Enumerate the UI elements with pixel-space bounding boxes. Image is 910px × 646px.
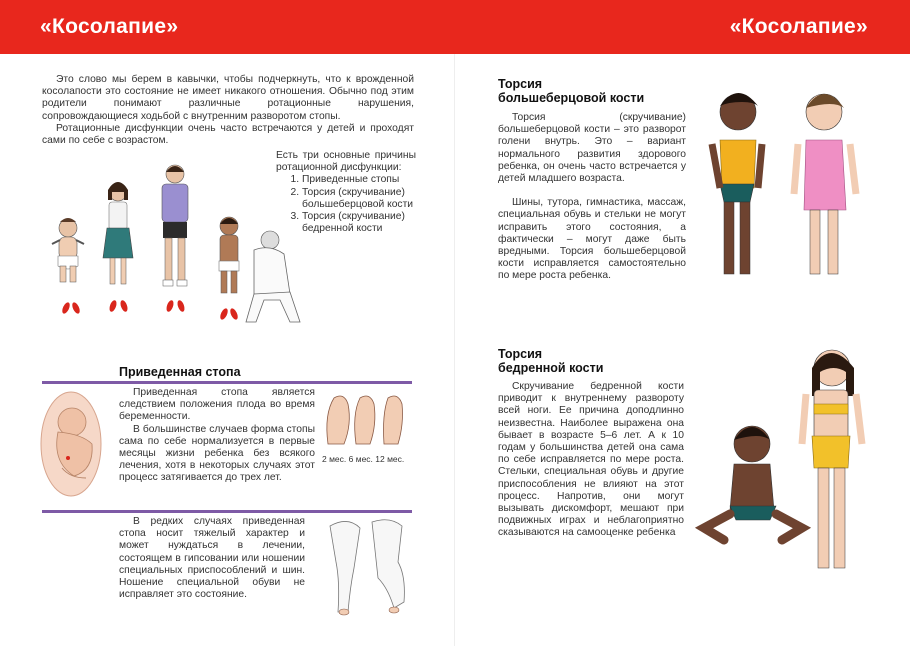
cause-item-2: 2. Торсия (скручивание) большеберцовой кости: [302, 187, 416, 211]
fetus-illustration: [38, 388, 104, 500]
header-banner-right: [455, 0, 910, 54]
page-divider: [454, 54, 455, 646]
femoral-paragraph-1: Скручивание бедренной кости приводит к внутреннему развороту всей ноги. Ее причина доподлинно неизвестна. Наиболее выражена она бывает в возрасте 5–6 лет. А к 10 годам у большинства детей она сама по себе исправляется по мере роста. Стельки, специальная обувь и другие приспособления не влияют на этот процесс. Напротив, они могут вызывать дискомфорт, мешают при подвижных играх и неблагоприятно сказываются на самооценке ребенка: [498, 381, 684, 539]
cast-illustration: [322, 516, 414, 618]
intro-text: [42, 74, 414, 147]
adducted-paragraph-3: В редких случаях приведенная стопа носит тяжелый характер и может нуждаться в лечении, состоящем в гипсовании или ношении специальных приспособлений и шин. Ношение специальной обуви не исправляет это состояние.: [119, 516, 305, 601]
tibial-paragraph-2: Шины, тутора, гимнастика, массаж, специальная обувь и стельки не могут исправить этого состояния, а фактически – могут даже быть вредными. Торсия большеберцовой кости исправляется самостоятельно по мере роста ребенка.: [498, 197, 686, 282]
causes-intro: Есть три основные причины ротационной дисфункции:: [276, 150, 416, 174]
months-label: 2 мес. 6 мес. 12 мес.: [322, 454, 405, 464]
foot-marks: [61, 299, 240, 320]
femoral-title: [498, 347, 603, 375]
tibial-paragraph-1: Торсия (скручивание) большеберцовой кости – это разворот голени внутрь. Это – вариант нормального развития здорового ребенка, он очень часто встречается у детей младшего возраста.: [498, 112, 686, 185]
femoral-text: [498, 381, 684, 540]
header-banner-left: [0, 0, 455, 54]
tibial-title: [498, 77, 644, 105]
child-yellow-two-piece: [802, 350, 862, 568]
man-figure: [162, 165, 188, 286]
woman-figure: [103, 182, 133, 284]
femoral-title-line-1: Торсия: [498, 347, 543, 361]
intro-paragraph-1: Это слово мы берем в кавычки, чтобы подчеркнуть, что к врожденной косолапости это состояние не имеет никакого отношения. Обычно под этим родители понимают различные ротационные нарушения, сопровождающиеся ходьбой с внутренним разворотом стопы.: [42, 74, 414, 122]
baby-figure: [52, 218, 84, 282]
section-bar-2: [42, 510, 412, 513]
child-w-sitting: [704, 426, 802, 540]
child-yellow-suit: [712, 93, 762, 274]
page-title-right: «Косолапие»: [729, 15, 868, 38]
family-illustration: [38, 166, 308, 336]
cause-item-1: 1. Приведенные стопы: [302, 174, 416, 186]
intro-paragraph-2: Ротационные дисфункции очень часто встречаются у детей и проходят сами по себе с возрастом.: [42, 122, 414, 147]
cause-item-3: 3. Торсия (скручивание) бедренной кости: [302, 211, 416, 235]
child-figure: [219, 217, 239, 293]
adducted-rare-text: [119, 516, 305, 601]
page-title-left: «Косолапие»: [40, 15, 179, 38]
tibial-title-line-1: Торсия: [498, 77, 543, 91]
adducted-paragraph-2: В большинстве случаев форма стопы сама по себе нормализуется в первые месяцы жизни ребенка без всякого лечения, хотя в некоторых случаях этот процесс затягивается до трех лет.: [119, 423, 315, 484]
child-pink-suit: [794, 94, 856, 274]
femoral-title-line-2: бедренной кости: [498, 361, 604, 375]
tibial-children-illustration: [700, 84, 872, 284]
tibial-title-line-2: большеберцовой кости: [498, 91, 645, 105]
adducted-text: [119, 387, 315, 485]
feet-progression-illustration: [322, 390, 412, 448]
tibial-text: [498, 112, 686, 283]
adducted-title: Приведенная стопа: [119, 365, 241, 379]
femoral-children-illustration: [700, 344, 872, 594]
doctor-figure: [246, 231, 300, 322]
section-bar-1: [42, 381, 412, 384]
adducted-paragraph-1: Приведенная стопа является следствием положения плода во время беременности.: [119, 387, 315, 423]
